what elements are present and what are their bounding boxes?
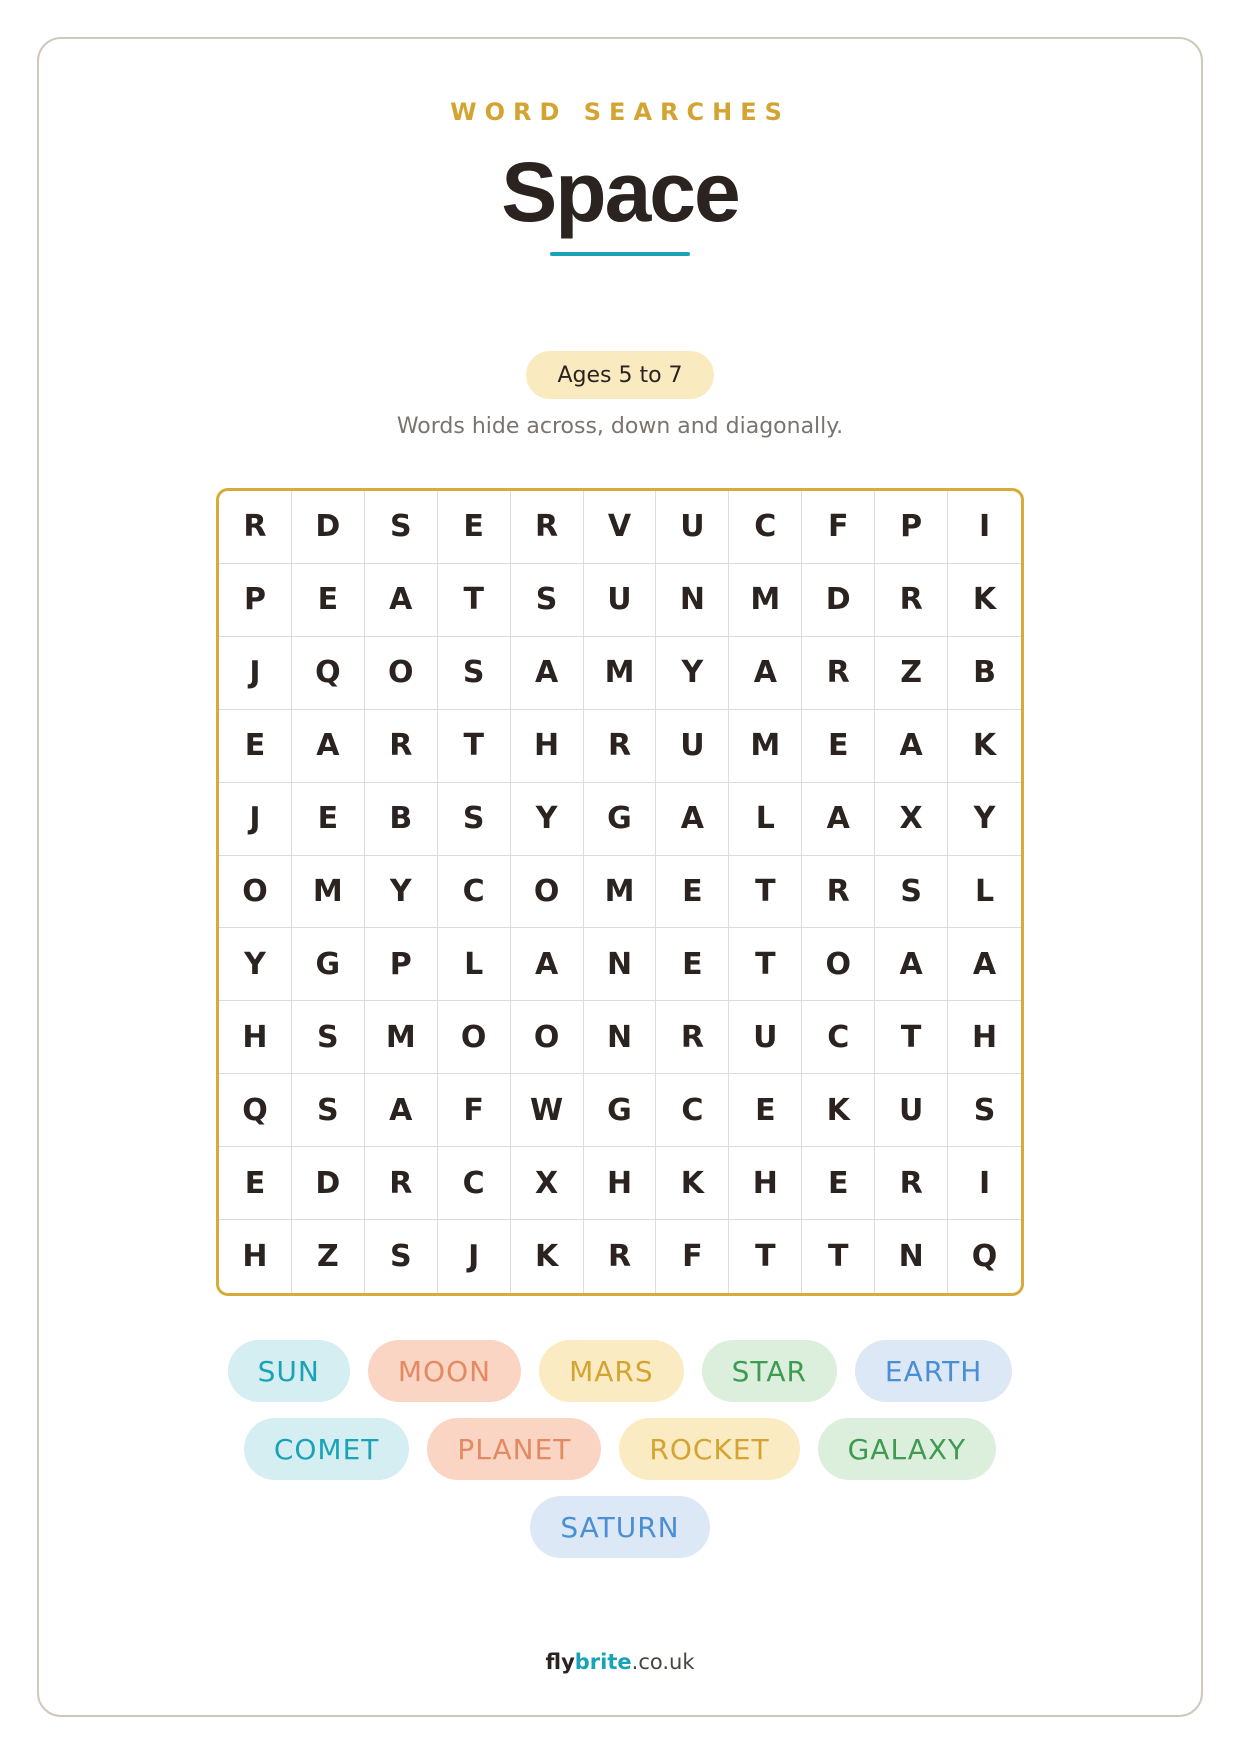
grid-cell[interactable]: R xyxy=(875,564,948,637)
grid-cell[interactable]: H xyxy=(511,710,584,783)
instructions-text: Words hide across, down and diagonally. xyxy=(396,414,844,439)
grid-cell[interactable]: H xyxy=(729,1147,802,1220)
grid-cell[interactable]: U xyxy=(584,564,657,637)
title-underline xyxy=(550,252,690,256)
word-chip-sun[interactable]: SUN xyxy=(228,1340,350,1402)
grid-cell[interactable]: T xyxy=(438,564,511,637)
grid-cell[interactable]: P xyxy=(875,491,948,564)
grid-cell[interactable]: A xyxy=(365,1074,438,1147)
grid-cell[interactable]: P xyxy=(365,928,438,1001)
grid-cell[interactable]: J xyxy=(438,1220,511,1293)
word-chip-planet[interactable]: PLANET xyxy=(427,1418,601,1480)
grid-cell[interactable]: T xyxy=(729,856,802,929)
grid-cell[interactable]: K xyxy=(511,1220,584,1293)
grid-cell[interactable]: A xyxy=(875,710,948,783)
grid-cell[interactable]: C xyxy=(438,1147,511,1220)
grid-cell[interactable]: J xyxy=(219,783,292,856)
grid-cell[interactable]: E xyxy=(656,928,729,1001)
page-title: Space xyxy=(501,145,739,239)
grid-cell[interactable]: E xyxy=(219,1147,292,1220)
grid-cell[interactable]: O xyxy=(802,928,875,1001)
grid-cell[interactable]: S xyxy=(511,564,584,637)
grid-cell[interactable]: N xyxy=(584,1001,657,1074)
grid-cell[interactable]: H xyxy=(948,1001,1021,1074)
word-row xyxy=(0,1340,1240,1402)
grid-cell[interactable]: G xyxy=(584,1074,657,1147)
grid-cell[interactable]: O xyxy=(511,856,584,929)
grid-cell[interactable]: S xyxy=(292,1001,365,1074)
grid-cell[interactable]: C xyxy=(802,1001,875,1074)
grid-cell[interactable]: Z xyxy=(292,1220,365,1293)
word-row xyxy=(0,1496,1240,1558)
grid-cell[interactable]: H xyxy=(219,1220,292,1293)
grid-cell[interactable]: M xyxy=(729,564,802,637)
grid-cell[interactable]: Y xyxy=(365,856,438,929)
grid-cell[interactable]: A xyxy=(875,928,948,1001)
grid-cell[interactable]: X xyxy=(875,783,948,856)
word-list xyxy=(0,1340,1240,1574)
grid-cell[interactable]: F xyxy=(802,491,875,564)
grid-cell[interactable]: D xyxy=(292,491,365,564)
grid-cell[interactable]: E xyxy=(802,1147,875,1220)
grid-cell[interactable]: E xyxy=(802,710,875,783)
word-row xyxy=(0,1418,1240,1480)
grid-cell[interactable]: S xyxy=(875,856,948,929)
grid-cell[interactable]: A xyxy=(656,783,729,856)
grid-cell[interactable]: C xyxy=(729,491,802,564)
brand-domain: .co.uk xyxy=(631,1650,695,1674)
grid-cell[interactable]: I xyxy=(948,1147,1021,1220)
grid-cell[interactable]: S xyxy=(292,1074,365,1147)
grid-cell[interactable]: A xyxy=(729,637,802,710)
word-chip-galaxy[interactable]: GALAXY xyxy=(818,1418,997,1480)
grid-cell[interactable]: N xyxy=(656,564,729,637)
grid-cell[interactable]: M xyxy=(365,1001,438,1074)
word-chip-saturn[interactable]: SATURN xyxy=(530,1496,709,1558)
grid-cell[interactable]: E xyxy=(729,1074,802,1147)
grid-cell[interactable]: S xyxy=(365,491,438,564)
grid-cell[interactable]: Q xyxy=(292,637,365,710)
grid-cell[interactable]: T xyxy=(438,710,511,783)
age-badge: Ages 5 to 7 xyxy=(526,351,714,399)
grid-cell[interactable]: S xyxy=(948,1074,1021,1147)
grid-cell[interactable]: R xyxy=(802,637,875,710)
grid-cell[interactable]: R xyxy=(584,1220,657,1293)
grid-cell[interactable]: A xyxy=(802,783,875,856)
grid-cell[interactable]: H xyxy=(584,1147,657,1220)
grid-cell[interactable]: M xyxy=(584,637,657,710)
grid-cell[interactable]: U xyxy=(729,1001,802,1074)
grid-cell[interactable]: K xyxy=(802,1074,875,1147)
grid-cells xyxy=(219,491,1021,1293)
grid-cell[interactable]: R xyxy=(365,1147,438,1220)
grid-cell[interactable]: L xyxy=(438,928,511,1001)
grid-cell[interactable]: M xyxy=(584,856,657,929)
grid-cell[interactable]: U xyxy=(875,1074,948,1147)
grid-cell[interactable]: R xyxy=(511,491,584,564)
grid-cell[interactable]: X xyxy=(511,1147,584,1220)
grid-cell[interactable]: F xyxy=(438,1074,511,1147)
word-chip-moon[interactable]: MOON xyxy=(368,1340,521,1402)
word-chip-comet[interactable]: COMET xyxy=(244,1418,410,1480)
grid-cell[interactable]: N xyxy=(875,1220,948,1293)
grid-cell[interactable]: U xyxy=(656,491,729,564)
grid-cell[interactable]: A xyxy=(292,710,365,783)
grid-cell[interactable]: D xyxy=(802,564,875,637)
grid-cell[interactable]: M xyxy=(292,856,365,929)
grid-cell[interactable]: T xyxy=(729,1220,802,1293)
section-kicker: WORD SEARCHES xyxy=(450,98,790,126)
grid-cell[interactable]: M xyxy=(729,710,802,783)
grid-cell[interactable]: K xyxy=(656,1147,729,1220)
grid-cell[interactable]: Y xyxy=(219,928,292,1001)
word-chip-star[interactable]: STAR xyxy=(702,1340,837,1402)
grid-cell[interactable]: L xyxy=(948,856,1021,929)
grid-cell[interactable]: C xyxy=(438,856,511,929)
grid-cell[interactable]: V xyxy=(584,491,657,564)
grid-cell[interactable]: E xyxy=(292,783,365,856)
grid-cell[interactable]: O xyxy=(365,637,438,710)
grid-cell[interactable]: Q xyxy=(219,1074,292,1147)
grid-cell[interactable]: L xyxy=(729,783,802,856)
grid-cell[interactable]: W xyxy=(511,1074,584,1147)
grid-cell[interactable]: T xyxy=(802,1220,875,1293)
grid-cell[interactable]: B xyxy=(948,637,1021,710)
word-chip-rocket[interactable]: ROCKET xyxy=(619,1418,799,1480)
grid-cell[interactable]: O xyxy=(511,1001,584,1074)
grid-cell[interactable]: U xyxy=(656,710,729,783)
grid-cell[interactable]: R xyxy=(584,710,657,783)
grid-cell[interactable]: N xyxy=(584,928,657,1001)
grid-cell[interactable]: D xyxy=(292,1147,365,1220)
grid-cell[interactable]: T xyxy=(729,928,802,1001)
grid-cell[interactable]: I xyxy=(948,491,1021,564)
grid-cell[interactable]: P xyxy=(219,564,292,637)
grid-cell[interactable]: S xyxy=(438,637,511,710)
grid-cell[interactable]: K xyxy=(948,564,1021,637)
grid-cell[interactable]: Y xyxy=(511,783,584,856)
word-search-grid xyxy=(216,488,1024,1296)
grid-cell[interactable]: S xyxy=(365,1220,438,1293)
grid-cell[interactable]: E xyxy=(292,564,365,637)
grid-cell[interactable]: R xyxy=(365,710,438,783)
grid-cell[interactable]: A xyxy=(511,637,584,710)
grid-cell[interactable]: F xyxy=(656,1220,729,1293)
brand-fly: fly xyxy=(545,1650,575,1674)
grid-cell[interactable]: C xyxy=(656,1074,729,1147)
grid-cell[interactable]: G xyxy=(584,783,657,856)
word-chip-mars[interactable]: MARS xyxy=(539,1340,684,1402)
brand-brite: brite xyxy=(574,1650,632,1674)
grid-cell[interactable]: J xyxy=(219,637,292,710)
grid-cell[interactable]: R xyxy=(656,1001,729,1074)
grid-cell[interactable]: A xyxy=(511,928,584,1001)
grid-cell[interactable]: E xyxy=(656,856,729,929)
grid-cell[interactable]: G xyxy=(292,928,365,1001)
grid-cell[interactable]: K xyxy=(948,710,1021,783)
grid-cell[interactable]: Y xyxy=(656,637,729,710)
grid-cell[interactable]: A xyxy=(948,928,1021,1001)
footer-brand xyxy=(0,1650,1240,1674)
grid-cell[interactable]: Q xyxy=(971,1239,998,1275)
grid-cell[interactable]: E xyxy=(219,710,292,783)
grid-cell[interactable]: Y xyxy=(948,783,1021,856)
grid-cell[interactable]: R xyxy=(802,856,875,929)
grid-cell[interactable]: E xyxy=(438,491,511,564)
grid-cell[interactable]: T xyxy=(875,1001,948,1074)
grid-cell[interactable]: O xyxy=(438,1001,511,1074)
grid-cell[interactable]: Z xyxy=(875,637,948,710)
grid-cell[interactable]: H xyxy=(219,1001,292,1074)
word-chip-earth[interactable]: EARTH xyxy=(855,1340,1012,1402)
grid-cell[interactable]: B xyxy=(365,783,438,856)
grid-cell[interactable]: R xyxy=(875,1147,948,1220)
grid-cell[interactable]: R xyxy=(219,491,292,564)
grid-cell[interactable]: A xyxy=(365,564,438,637)
grid-cell[interactable]: S xyxy=(438,783,511,856)
grid-cell[interactable]: O xyxy=(219,856,292,929)
